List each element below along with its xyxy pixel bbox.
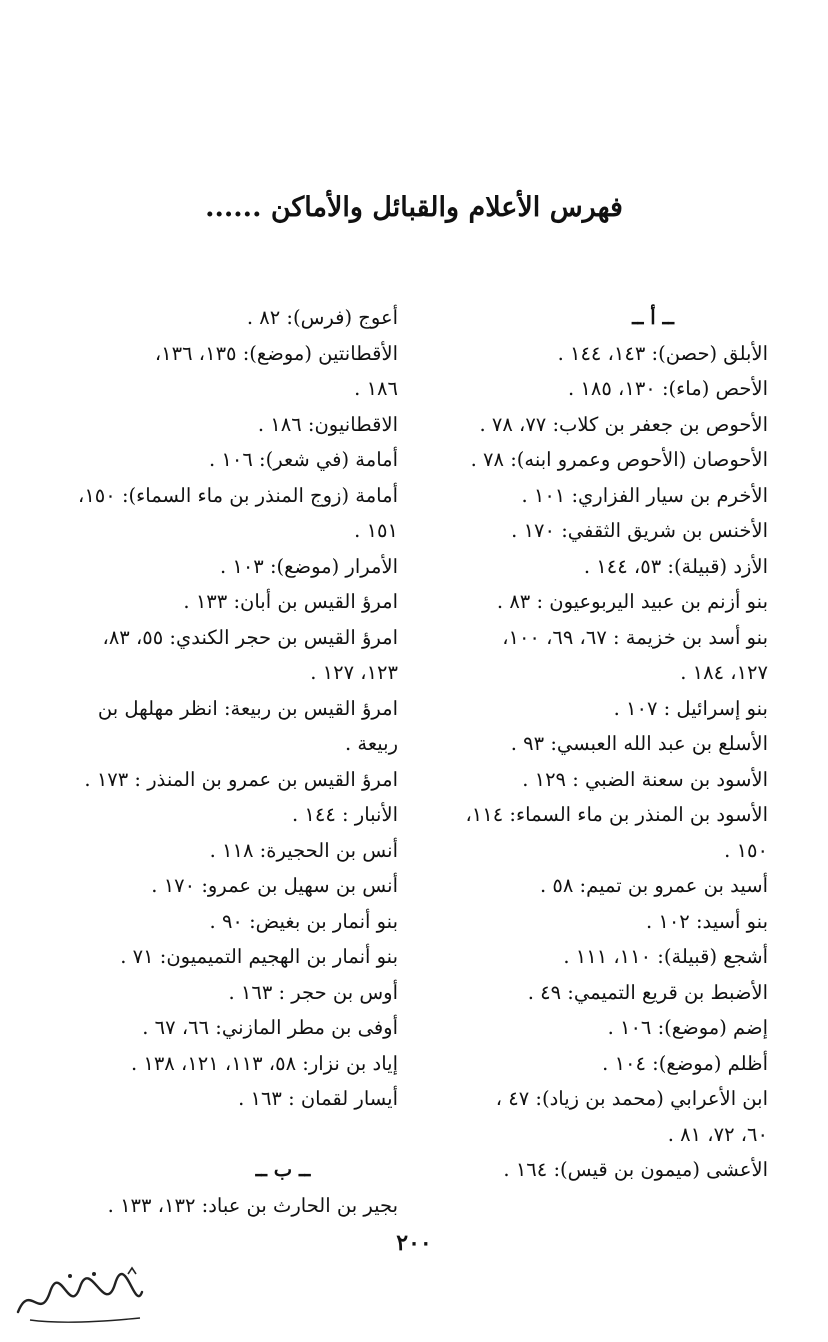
index-column-right	[418, 300, 768, 1188]
index-entry: الأحوصان (الأحوص وعمرو ابنه): ٧٨ .	[470, 448, 768, 471]
index-entry: الأسلع بن عبد الله العبسي: ٩٣ .	[510, 732, 768, 755]
index-entry: امرؤ القيس بن أبان: ١٣٣ .	[183, 590, 398, 613]
page-title: فهرس الأعلام والقبائل والأماكن ......	[205, 192, 623, 223]
index-column-left	[48, 300, 398, 1223]
index-entry: أظلم (موضع): ١٠٤ .	[602, 1051, 768, 1075]
index-entry: أيسار لقمان : ١٦٣ .	[238, 1087, 398, 1110]
index-entry: الأخرم بن سيار الفزاري: ١٠١ .	[521, 483, 768, 507]
index-entry: الأسود بن المنذر بن ماء السماء: ١١٤،	[465, 803, 768, 826]
index-entry-continuation: ١٥٠ .	[724, 838, 768, 862]
index-entry: الأعشى (ميمون بن قيس): ١٦٤ .	[503, 1158, 768, 1181]
index-entry-continuation: ١٢٧، ١٨٤ .	[680, 661, 768, 684]
index-entry-continuation: ١٥١ .	[354, 519, 398, 542]
index-entry: أوفى بن مطر المازني: ٦٦، ٦٧ .	[142, 1016, 398, 1039]
index-entry: إضم (موضع): ١٠٦ .	[607, 1016, 768, 1039]
index-entry-continuation: ١٢٣، ١٢٧ .	[310, 661, 398, 684]
index-entry: إياد بن نزار: ٥٨، ١١٣، ١٢١، ١٣٨ .	[130, 1051, 398, 1075]
index-entry: بنو إسرائيل : ١٠٧ .	[613, 696, 768, 720]
index-entry: بنو أزنم بن عبيد اليربوعيون : ٨٣ .	[496, 590, 768, 613]
index-entry: أشجع (قبيلة): ١١٠، ١١١ .	[563, 945, 768, 968]
index-entry: أوس بن حجر : ١٦٣ .	[228, 980, 398, 1004]
index-entry: الأحص (ماء): ١٣٠، ١٨٥ .	[568, 377, 768, 400]
index-entry: أمامة (في شعر): ١٠٦ .	[209, 448, 398, 471]
index-entry: أعوج (فرس): ٨٢ .	[246, 306, 398, 329]
section-heading: ــ ب ــ	[255, 1158, 311, 1181]
index-entry: الأحوص بن جعفر بن كلاب: ٧٧، ٧٨ .	[479, 412, 768, 436]
index-entry: امرؤ القيس بن حجر الكندي: ٥٥، ٨٣،	[102, 625, 398, 649]
page-number: ٢٠٠	[396, 1230, 432, 1256]
index-entry: أمامة (زوج المنذر بن ماء السماء): ١٥٠،	[78, 483, 398, 507]
index-entry: بنو أنمار بن الهجيم التميميون: ٧١ .	[120, 945, 398, 968]
index-entry: الأزد (قبيلة): ٥٣، ١٤٤ .	[583, 554, 768, 578]
index-entry: الأقطانتين (موضع): ١٣٥، ١٣٦،	[154, 341, 398, 365]
index-entry-continuation: ربيعة .	[345, 732, 398, 755]
index-entry: أنس بن سهيل بن عمرو: ١٧٠ .	[151, 874, 398, 897]
index-entry: أسيد بن عمرو بن تميم: ٥٨ .	[540, 874, 768, 897]
index-entry: امرؤ القيس بن ربيعة: انظر مهلهل بن	[97, 696, 398, 720]
index-entry: الأبلق (حصن): ١٤٣، ١٤٤ .	[557, 341, 768, 365]
spacer-line	[48, 1117, 398, 1153]
index-entry: بنو أنمار بن بغيض: ٩٠ .	[209, 909, 398, 933]
index-entry: امرؤ القيس بن عمرو بن المنذر : ١٧٣ .	[84, 767, 398, 791]
index-entry: ابن الأعرابي (محمد بن زياد): ٤٧ ،	[495, 1087, 768, 1110]
index-entry: بنو أسيد: ١٠٢ .	[645, 909, 768, 933]
index-entry: الأنبار : ١٤٤ .	[291, 803, 398, 826]
index-entry-continuation: ٦٠، ٧٢، ٨١ .	[667, 1122, 768, 1146]
index-entry: الأسود بن سعنة الضبي : ١٢٩ .	[522, 767, 768, 791]
index-entry: الاقطانيون: ١٨٦ .	[257, 412, 398, 436]
index-entry: الأمرار (موضع): ١٠٣ .	[219, 554, 398, 578]
index-entry: بنو أسد بن خزيمة : ٦٧، ٦٩، ١٠٠،	[502, 625, 768, 649]
library-stamp-logo	[10, 1262, 150, 1328]
index-entry: بجير بن الحارث بن عباد: ١٣٢، ١٣٣ .	[107, 1193, 398, 1217]
index-entry: أنس بن الحجيرة: ١١٨ .	[209, 838, 398, 862]
section-heading: ــ أ ــ	[632, 306, 674, 329]
index-entry: الأخنس بن شريق الثقفي: ١٧٠ .	[511, 519, 768, 542]
index-entry-continuation: ١٨٦ .	[354, 377, 398, 400]
index-entry: الأضبط بن قريع التميمي: ٤٩ .	[527, 980, 768, 1004]
